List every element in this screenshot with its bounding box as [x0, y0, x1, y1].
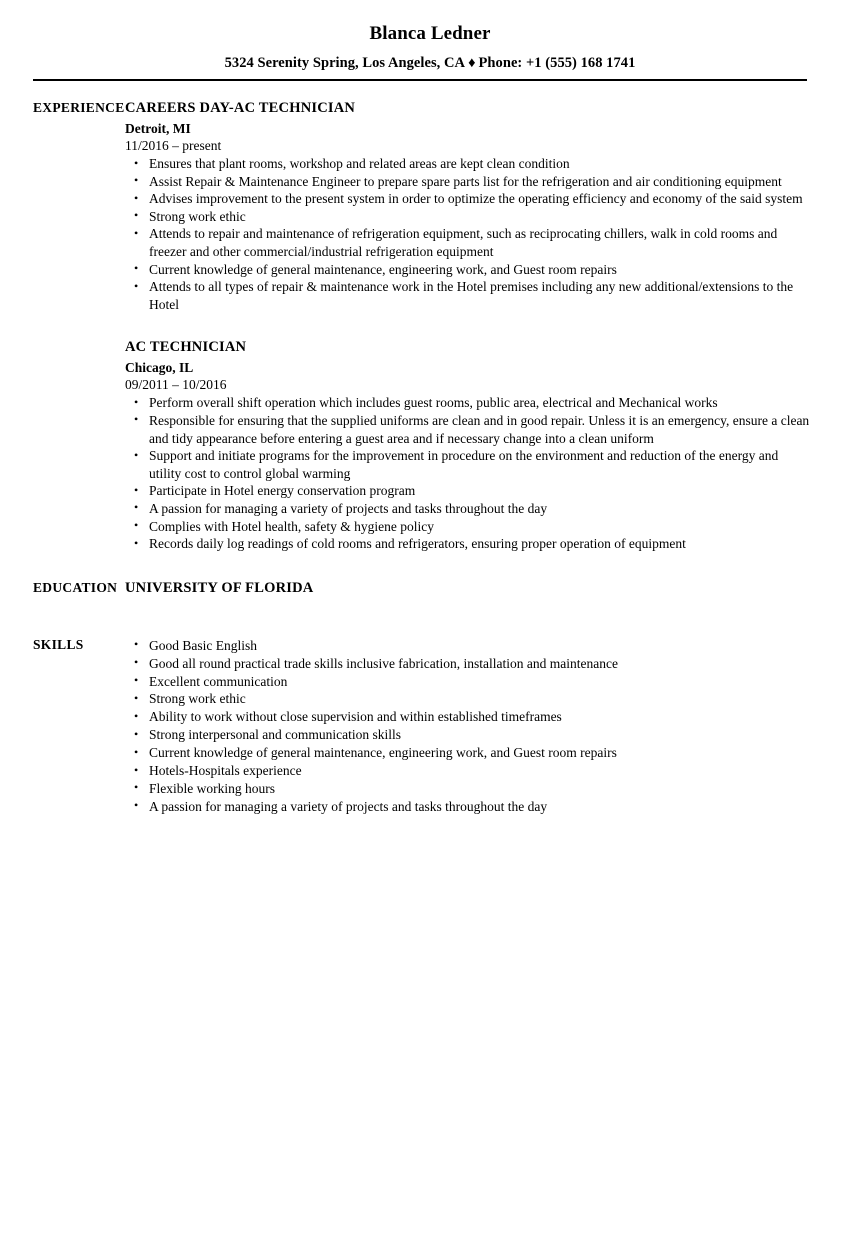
job-responsibility-list [125, 155, 810, 313]
list-item: • Ability to work without close supervision and within established timeframes [125, 708, 810, 726]
job-title: CAREERS DAY-AC TECHNICIAN [125, 100, 356, 116]
list-item: • Perform overall shift operation which includes guest rooms, public area, electrical and Mechanical works [125, 394, 810, 412]
list-item: • Complies with Hotel health, safety & hygiene policy [125, 518, 810, 536]
list-item: • Ensures that plant rooms, workshop and related areas are kept clean condition [125, 155, 810, 173]
list-item: • Good Basic English [125, 637, 810, 655]
list-item: • Strong work ethic [125, 208, 810, 226]
section-label-skills: SKILLS [33, 636, 84, 652]
experience-entries [125, 99, 860, 553]
job-dates: 09/2011 – 10/2016 [125, 377, 227, 393]
section-label-education: EDUCATION [33, 579, 118, 595]
list-item: • Attends to all types of repair & maintenance work in the Hotel premises including any new additional/extensions to the Hotel [125, 278, 810, 313]
experience-section [0, 99, 860, 553]
list-item: • Current knowledge of general maintenance, engineering work, and Guest room repairs [125, 744, 810, 762]
list-item: • Strong interpersonal and communication skills [125, 726, 810, 744]
contact-address: 5324 Serenity Spring, Los Angeles, CA [224, 55, 466, 71]
contact-line [0, 53, 860, 73]
section-label-experience: EXPERIENCE [33, 100, 125, 115]
list-item: • Records daily log readings of cold rooms and refrigerators, ensuring proper operation of equipment [125, 535, 810, 553]
list-item: • Strong work ethic [125, 690, 810, 708]
job-dates: 11/2016 – present [125, 138, 222, 153]
list-item: • Support and initiate programs for the improvement in procedure on the environment and reduction of the energy and utility cost to control global warming [125, 447, 810, 482]
candidate-name: Blanca Ledner [369, 23, 491, 44]
list-item: • A passion for managing a variety of projects and tasks throughout the day [125, 500, 810, 518]
experience-entry [125, 338, 810, 552]
list-item: • Flexible working hours [125, 780, 810, 798]
education-section [0, 579, 860, 598]
list-item: • Participate in Hotel energy conservation program [125, 482, 810, 500]
contact-phone: Phone: +1 (555) 168 1741 [478, 55, 636, 71]
list-item: • Responsible for ensuring that the supplied uniforms are clean and in good repair. Unless it is an emergency, ensure a clean and tidy appearance before entering a guest area and if necessary change into a clean uniform [125, 412, 810, 447]
list-item: • Advises improvement to the present system in order to optimize the operating efficiency and economy of the said system [125, 190, 810, 208]
list-item: • Hotels-Hospitals experience [125, 762, 810, 780]
job-location: Detroit, MI [125, 121, 191, 136]
education-entries [125, 579, 860, 598]
skills-entries [125, 636, 860, 816]
job-responsibility-list [125, 394, 810, 552]
list-item: • Attends to repair and maintenance of refrigeration equipment, such as reciprocating chillers, walk in cold rooms and freezer and other commercial/industrial refrigeration equipment [125, 225, 810, 260]
resume-header [0, 0, 860, 81]
list-item: • A passion for managing a variety of projects and tasks throughout the day [125, 798, 810, 816]
list-item: • Assist Repair & Maintenance Engineer to prepare spare parts list for the refrigeration and air conditioning equipment [125, 173, 810, 191]
header-divider [33, 79, 807, 81]
skills-section [0, 636, 860, 816]
list-item: • Good all round practical trade skills inclusive fabrication, installation and maintenance [125, 655, 810, 673]
experience-entry [125, 99, 810, 313]
list-item: • Current knowledge of general maintenance, engineering work, and Guest room repairs [125, 261, 810, 279]
job-title: AC TECHNICIAN [125, 339, 247, 356]
diamond-separator-icon: ♦ [468, 55, 476, 71]
school-name: UNIVERSITY OF FLORIDA [125, 579, 314, 596]
list-item: • Excellent communication [125, 673, 810, 691]
skills-list [125, 637, 810, 816]
job-location: Chicago, IL [125, 360, 194, 376]
